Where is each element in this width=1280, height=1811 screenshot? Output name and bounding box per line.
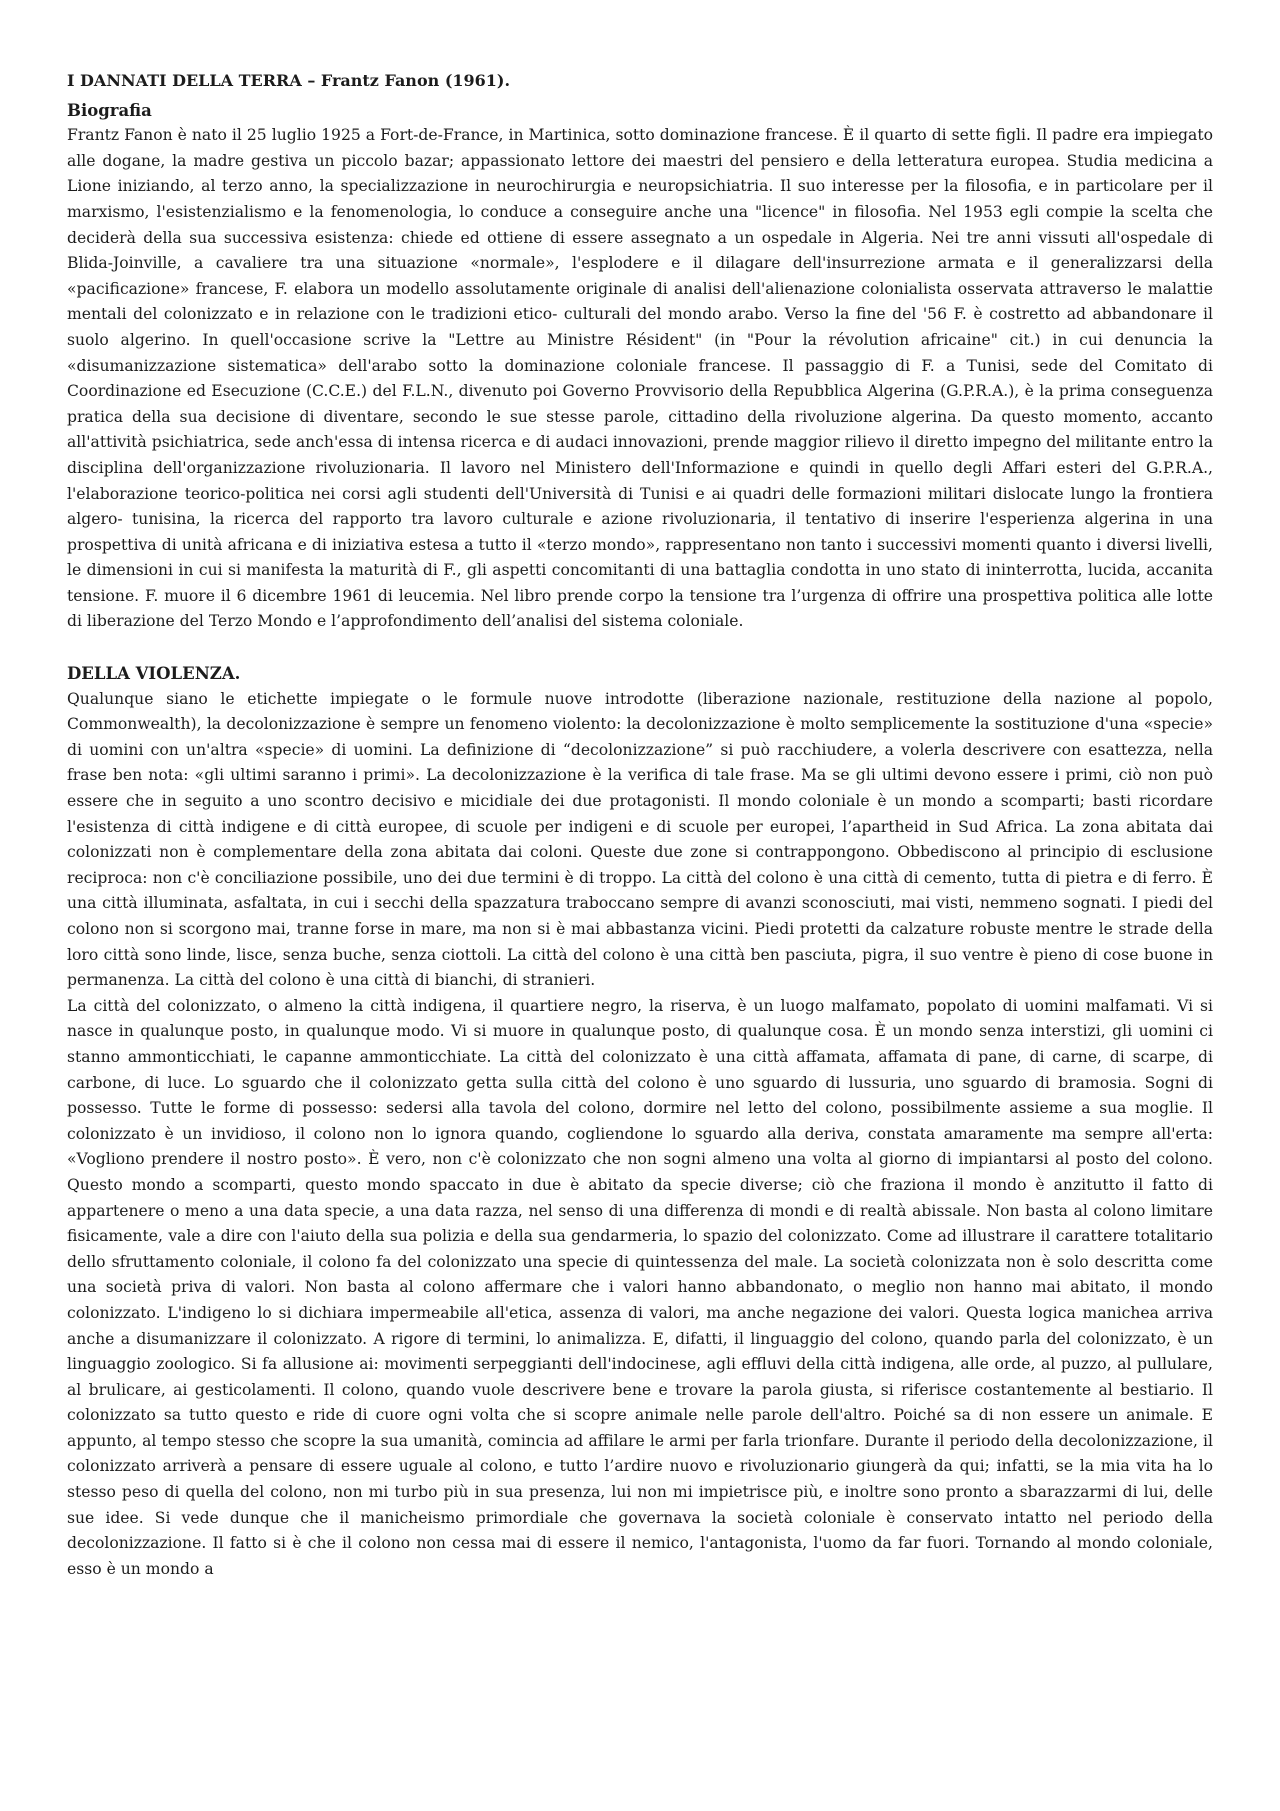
section-spacer [67, 635, 1213, 661]
document-body [67, 68, 1213, 1582]
biography-paragraph: Frantz Fanon è nato il 25 luglio 1925 a Fort-de-France, in Martinica, sotto dominazione francese. È il quarto di sette figli. Il padre era impiegato alle dogane, la madre gestiva un piccolo bazar; appassionato lettore dei maestri del pensiero e della letteratura europea. Studia medicina a Lione iniziando, al terzo anno, la specializzazione in neurochirurgia e neuropsichiatria. Il suo interesse per la filosofia, e in particolare per il marxismo, l'esistenzialismo e la fenomenologia, lo conduce a conseguire anche una "licence" in filosofia. Nel 1953 egli compie la scelta che deciderà della sua successiva esistenza: chiede ed ottiene di essere assegnato a un ospedale in Algeria. Nei tre anni vissuti all'ospedale di Blida-Joinville, a cavaliere tra una situazione «normale», l'esplodere e il dilagare dell'insurrezione armata e il generalizzarsi della «pacificazione» francese, F. elabora un modello assolutamente originale di analisi dell'alienazione colonialista osservata attraverso le malattie mentali del colonizzato e in relazione con le tradizioni etico- culturali del mondo arabo. Verso la fine del '56 F. è costretto ad abbandonare il suolo algerino. In quell'occasione scrive la "Lettre au Ministre Résident" (in "Pour la révolution africaine" cit.) in cui denuncia la «disumanizzazione sistematica» dell'arabo sotto la dominazione coloniale francese. Il passaggio di F. a Tunisi, sede del Comitato di Coordinazione ed Esecuzione (C.C.E.) del F.L.N., divenuto poi Governo Provvisorio della Repubblica Algerina (G.P.R.A.), è la prima conseguenza pratica della sua decisione di diventare, secondo le sue stesse parole, cittadino della rivoluzione algerina. Da questo momento, accanto all'attività psichiatrica, sede anch'essa di intensa ricerca e di audaci innovazioni, prende maggior rilievo il diretto impegno del militante entro la disciplina dell'organizzazione rivoluzionaria. Il lavoro nel Ministero dell'Informazione e quindi in quello degli Affari esteri del G.P.R.A., l'elaborazione teorico-politica nei corsi agli studenti dell'Università di Tunisi e ai quadri delle formazioni militari dislocate lungo la frontiera algero- tunisina, la ricerca del rapporto tra lavoro culturale e azione rivoluzionaria, il tentativo di inserire l'esperienza algerina in una prospettiva di unità africana e di iniziativa estesa a tutto il «terzo mondo», rappresentano non tanto i successivi momenti quanto i diversi livelli, le dimensioni in cui si manifesta la maturità di F., gli aspetti concomitanti di una battaglia condotta in uno stato di ininterrotta, lucida, accanita tensione. F. muore il 6 dicembre 1961 di leucemia. Nel libro prende corpo la tensione tra l’urgenza di offrire una prospettiva politica alle lotte di liberazione del Terzo Mondo e l’approfondimento dell’analisi del sistema coloniale. [67, 126, 1213, 631]
document-title: I DANNATI DELLA TERRA – Frantz Fanon (1961). [67, 71, 511, 90]
violence-heading: DELLA VIOLENZA. [67, 664, 241, 684]
violence-paragraph-1: Qualunque siano le etichette impiegate o le formule nuove introdotte (liberazione nazionale, restituzione della nazione al popolo, Commonwealth), la decolonizzazione è sempre un fenomeno violento: la decolonizzazione è molto semplicemente la sostituzione d'una «specie» di uomini con un'altra «specie» di uomini. La definizione di “decolonizzazione” si può racchiudere, a volerla descrivere con esattezza, nella frase ben nota: «gli ultimi saranno i primi». La decolonizzazione è la verifica di tale frase. Ma se gli ultimi devono essere i primi, ciò non può essere che in seguito a uno scontro decisivo e micidiale dei due protagonisti. Il mondo coloniale è un mondo a scomparti; basti ricordare l'esistenza di città indigene e di città europee, di scuole per indigeni e di scuole per europei, l’apartheid in Sud Africa. La zona abitata dai colonizzati non è complementare della zona abitata dai coloni. Queste due zone si contrappongono. Obbediscono al principio di esclusione reciproca: non c'è conciliazione possibile, uno dei due termini è di troppo. La città del colono è una città di cemento, tutta di pietra e di ferro. È una città illuminata, asfaltata, in cui i secchi della spazzatura traboccano sempre di avanzi sconosciuti, mai visti, nemmeno sognati. I piedi del colono non si scorgono mai, tranne forse in mare, ma non si è mai abbastanza vicini. Piedi protetti da calzature robuste mentre le strade della loro città sono linde, lisce, senza buche, senza ciottoli. La città del colono è una città ben pasciuta, pigra, il suo ventre è pieno di cose buone in permanenza. La città del colono è una città di bianchi, di stranieri. [67, 689, 1213, 990]
violence-paragraph-2: La città del colonizzato, o almeno la città indigena, il quartiere negro, la riserva, è un luogo malfamato, popolato di uomini malfamati. Vi si nasce in qualunque posto, in qualunque modo. Vi si muore in qualunque posto, di qualunque cosa. È un mondo senza interstizi, gli uomini ci stanno ammonticchiati, le capanne ammonticchiate. La città del colonizzato è una città affamata, affamata di pane, di carne, di scarpe, di carbone, di luce. Lo sguardo che il colonizzato getta sulla città del colono è uno sguardo di lussuria, uno sguardo di bramosia. Sogni di possesso. Tutte le forme di possesso: sedersi alla tavola del colono, dormire nel letto del colono, possibilmente assieme a sua moglie. Il colonizzato è un invidioso, il colono non lo ignora quando, cogliendone lo sguardo alla deriva, constata amaramente ma sempre all'erta: «Vogliono prendere il nostro posto». È vero, non c'è colonizzato che non sogni almeno una volta al giorno di impiantarsi al posto del colono. Questo mondo a scomparti, questo mondo spaccato in due è abitato da specie diverse; ciò che fraziona il mondo è anzitutto il fatto di appartenere o meno a una data specie, a una data razza, nel senso di una differenza di mondi e di realtà abissale. Non basta al colono limitare fisicamente, vale a dire con l'aiuto della sua polizia e della sua gendarmeria, lo spazio del colonizzato. Come ad illustrare il carattere totalitario dello sfruttamento coloniale, il colono fa del colonizzato una specie di quintessenza del male. La società colonizzata non è solo descritta come una società priva di valori. Non basta al colono affermare che i valori hanno abbandonato, o meglio non hanno mai abitato, il mondo colonizzato. L'indigeno lo si dichiara impermeabile all'etica, assenza di valori, ma anche negazione dei valori. Questa logica manichea arriva anche a disumanizzare il colonizzato. A rigore di termini, lo animalizza. E, difatti, il linguaggio del colono, quando parla del colonizzato, è un linguaggio zoologico. Si fa allusione ai: movimenti serpeggianti dell'indocinese, agli effluvi della città indigena, alle orde, al puzzo, al pullulare, al brulicare, ai gesticolamenti. Il colono, quando vuole descrivere bene e trovare la parola giusta, si riferisce costantemente al bestiario. Il colonizzato sa tutto questo e ride di cuore ogni volta che si scopre animale nelle parole dell'altro. Poiché sa di non essere un animale. E appunto, al tempo stesso che scopre la sua umanità, comincia ad affilare le armi per farla trionfare. Durante il periodo della decolonizzazione, il colonizzato arriverà a pensare di essere uguale al colono, e tutto l’ardire nuovo e rivoluzionario giungerà da qui; infatti, se la mia vita ha lo stesso peso di quella del colono, non mi turbo più in sua presenza, lui non mi impietrisce più, e inoltre sono pronto a sbarazzarmi di lui, delle sue idee. Si vede dunque che il manicheismo primordiale che governava la società coloniale è conservato intatto nel periodo della decolonizzazione. Il fatto si è che il colono non cessa mai di essere il nemico, l'antagonista, l'uomo da far fuori. Tornando al mondo coloniale, esso è un mondo a [67, 996, 1213, 1578]
biography-heading: Biografia [67, 100, 152, 120]
